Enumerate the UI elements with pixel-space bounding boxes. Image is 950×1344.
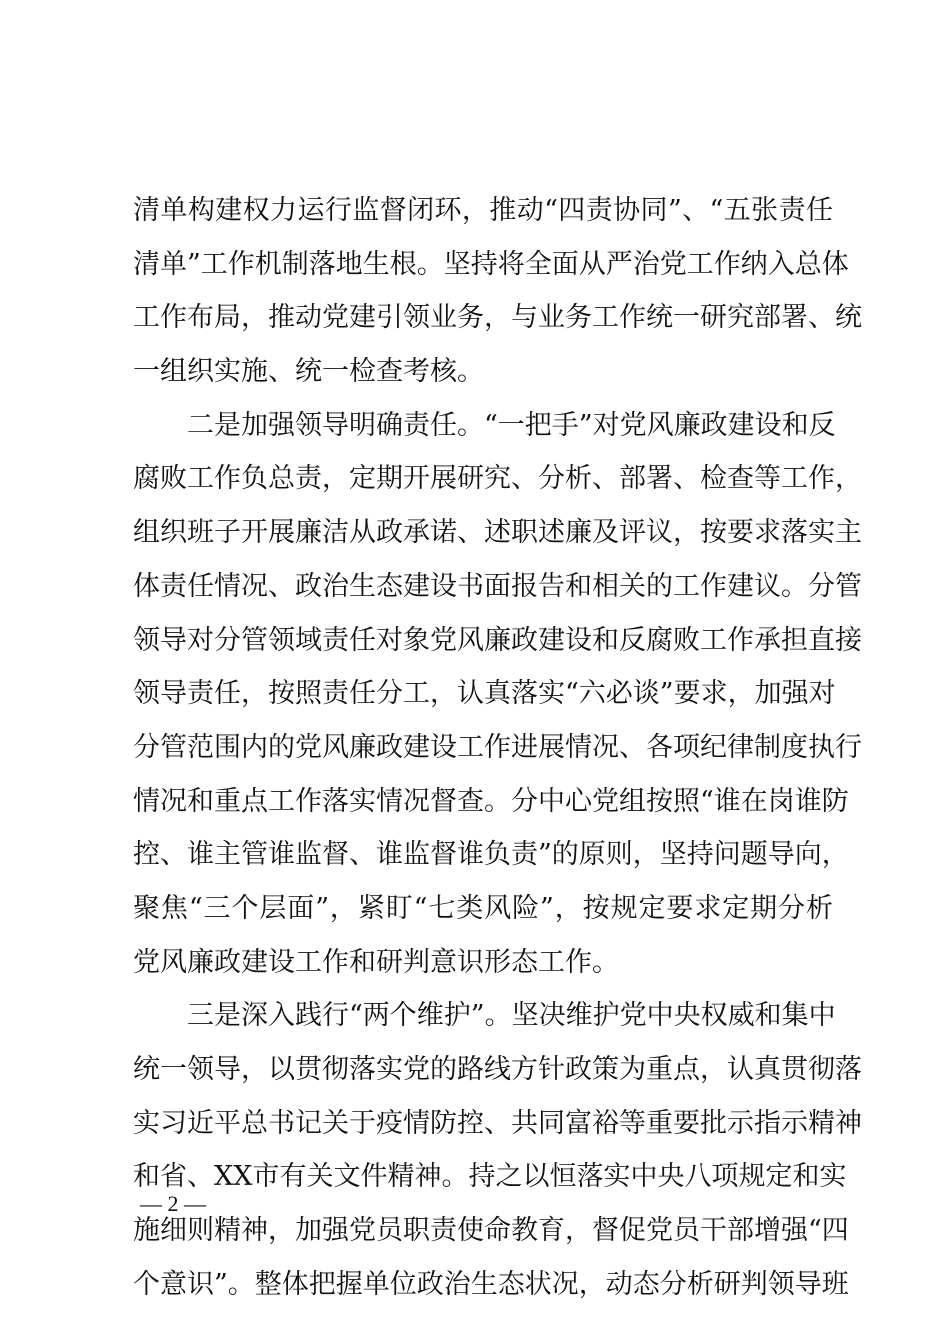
text-line: 工作布局，推动党建引领业务，与业务工作统一研究部署、统 — [133, 302, 862, 334]
text-line: 清单构建权力运行监督闭环，推动“四责协同”、“五张责任 — [133, 195, 833, 226]
text-line: 三是深入践行“两个维护”。坚决维护党中央权威和集中 — [133, 1000, 836, 1032]
text-line: 施细则精神，加强党员职责使命教育，督促党员干部增强“四 — [133, 1215, 849, 1247]
text-line: 体责任情况、政治生态建设书面报告和相关的工作建议。分管 — [133, 570, 862, 602]
text-line: 控、谁主管谁监督、谁监督谁负责”的原则，坚持问题导向， — [133, 839, 849, 871]
text-line: 二是加强领导明确责任。“一把手”对党风廉政建设和反 — [133, 409, 836, 441]
text-line: 和省、XX市有关文件精神。持之以恒落实中央八项规定和实 — [133, 1161, 847, 1193]
page-number: — 2 — — [140, 1191, 206, 1216]
document-body — [133, 184, 862, 1311]
text-line: 领导对分管领域责任对象党风廉政建设和反腐败工作承担直接 — [133, 624, 862, 656]
text-line: 聚焦“三个层面”，紧盯“七类风险”，按规定要求定期分析 — [133, 892, 833, 924]
text-line: 党风廉政建设工作和研判意识形态工作。 — [133, 946, 619, 978]
text-line: 统一领导，以贯彻落实党的路线方针政策为重点，认真贯彻落 — [133, 1054, 862, 1085]
text-line: 领导责任，按照责任分工，认真落实“六必谈”要求，加强对 — [133, 678, 836, 710]
text-line: 一组织实施、统一检查考核。 — [133, 356, 484, 388]
text-line: 情况和重点工作落实情况督查。分中心党组按照“谁在岗谁防 — [133, 785, 849, 817]
text-line: 腐败工作负总责，定期开展研究、分析、部署、检查等工作， — [133, 463, 862, 495]
text-line: 分管范围内的党风廉政建设工作进展情况、各项纪律制度执行 — [133, 731, 862, 763]
text-line: 组织班子开展廉洁从政承诺、述职述廉及评议，按要求落实主 — [133, 517, 862, 549]
text-line: 清单”工作机制落地生根。坚持将全面从严治党工作纳入总体 — [133, 248, 849, 280]
text-line: 个意识”。整体把握单位政治生态状况，动态分析研判领导班 — [133, 1268, 849, 1300]
text-line: 实习近平总书记关于疫情防控、共同富裕等重要批示指示精神 — [133, 1107, 862, 1139]
